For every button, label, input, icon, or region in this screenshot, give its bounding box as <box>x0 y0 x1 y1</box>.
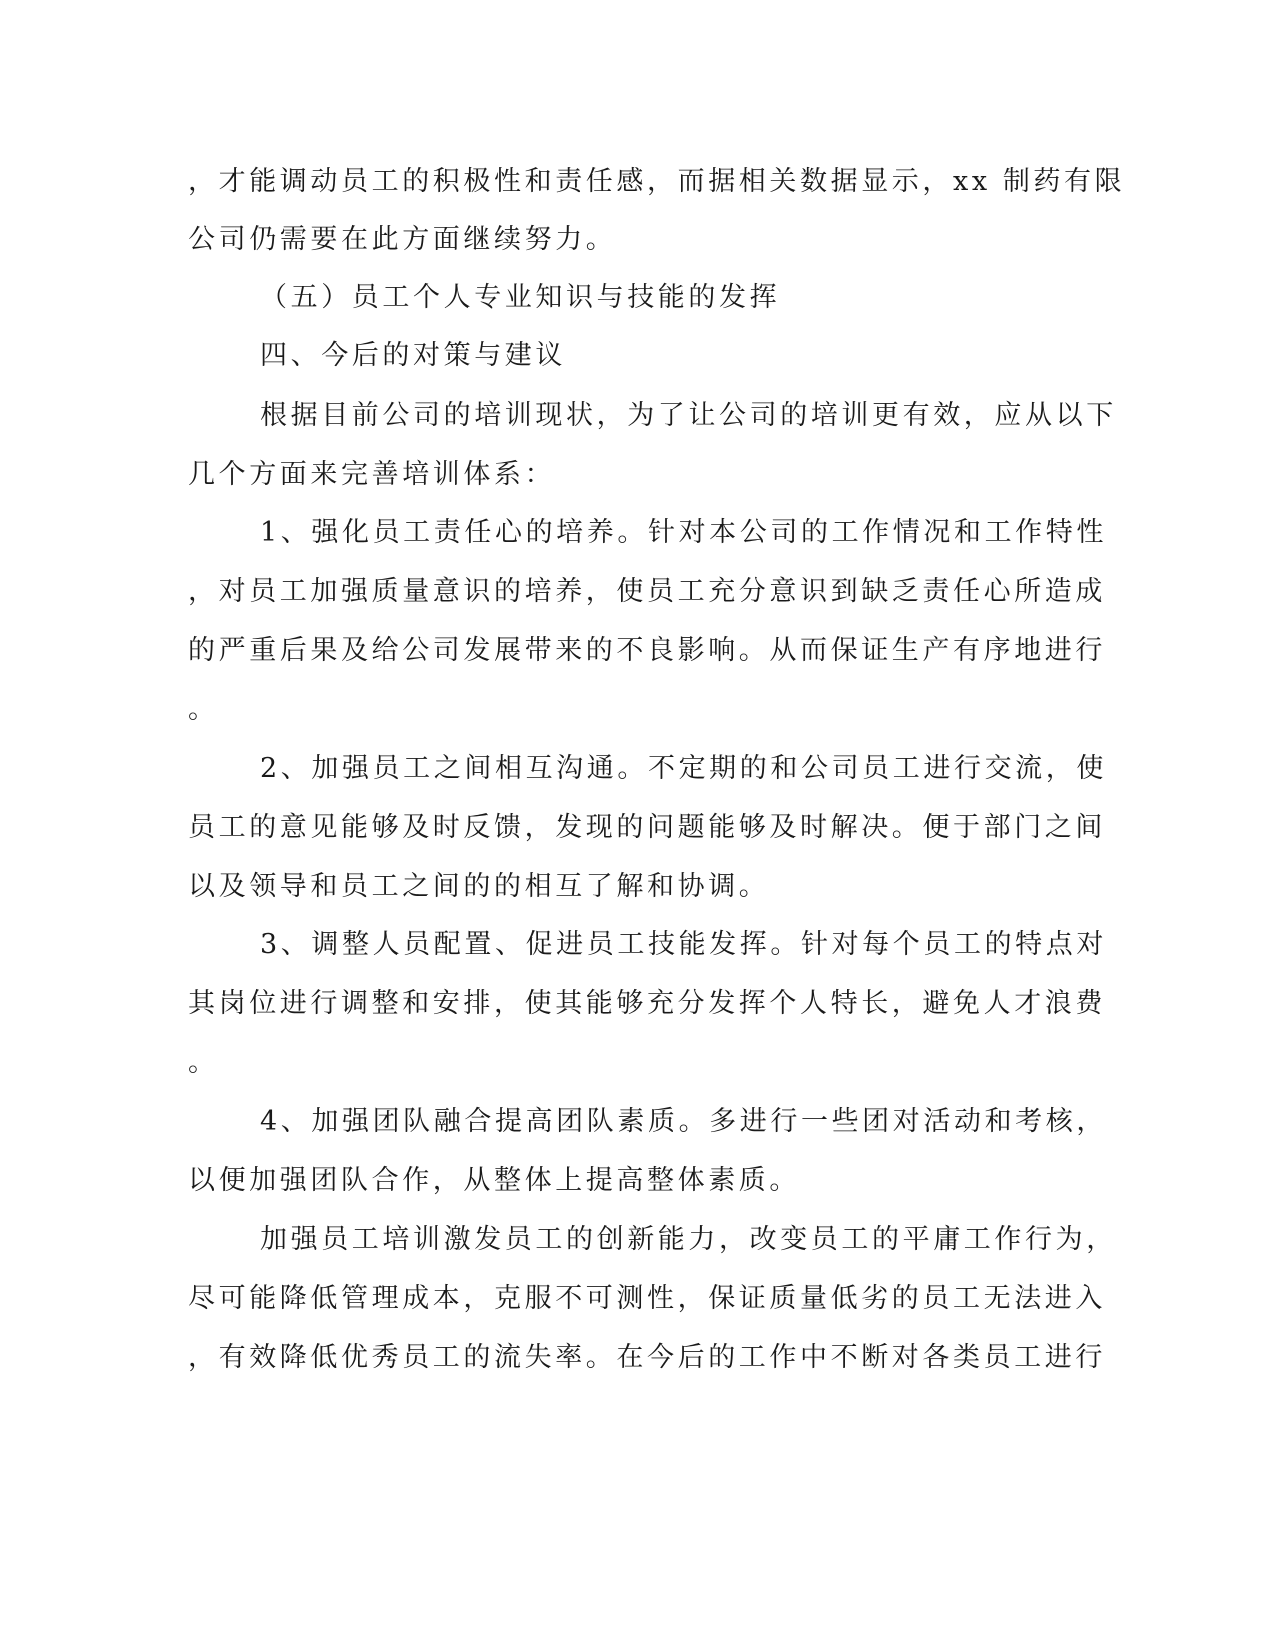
item-1-line-2: ，对员工加强质量意识的培养，使员工充分意识到缺乏责任心所造成 <box>188 576 1106 607</box>
paragraph-line-2: 公司仍需要在此方面继续努力。 <box>188 224 617 255</box>
item-3-line-1: 3、调整人员配置、促进员工技能发挥。针对每个员工的特点对 <box>260 929 1107 960</box>
closing-line-1: 加强员工培训激发员工的创新能力，改变员工的平庸工作行为， <box>260 1224 1117 1255</box>
subsection-heading-5: （五）员工个人专业知识与技能的发挥 <box>260 282 781 313</box>
item-2-line-3: 以及领导和员工之间的的相互了解和协调。 <box>188 871 770 902</box>
item-4-line-1: 4、加强团队融合提高团队素质。多进行一些团对活动和考核， <box>260 1106 1107 1137</box>
item-2-line-2: 员工的意见能够及时反馈，发现的问题能够及时解决。便于部门之间 <box>188 812 1106 843</box>
section-heading-4: 四、今后的对策与建议 <box>260 340 566 371</box>
item-1-line-3: 的严重后果及给公司发展带来的不良影响。从而保证生产有序地进行 <box>188 635 1106 666</box>
closing-line-2: 尽可能降低管理成本，克服不可测性，保证质量低劣的员工无法进入 <box>188 1283 1106 1314</box>
item-4-line-2: 以便加强团队合作，从整体上提高整体素质。 <box>188 1165 800 1196</box>
item-3-line-3: 。 <box>188 1047 219 1078</box>
item-1-line-1: 1、强化员工责任心的培养。针对本公司的工作情况和工作特性 <box>260 517 1107 548</box>
paragraph-line-intro-1: 根据目前公司的培训现状，为了让公司的培训更有效，应从以下 <box>260 400 1117 431</box>
item-3-line-2: 其岗位进行调整和安排，使其能够充分发挥个人特长，避免人才浪费 <box>188 988 1106 1019</box>
paragraph-line-1: ，才能调动员工的积极性和责任感，而据相关数据显示，xx 制药有限 <box>188 166 1126 197</box>
closing-line-3: ，有效降低优秀员工的流失率。在今后的工作中不断对各类员工进行 <box>188 1342 1106 1373</box>
item-1-line-4: 。 <box>188 694 219 725</box>
paragraph-line-intro-2: 几个方面来完善培训体系： <box>188 459 556 490</box>
item-2-line-1: 2、加强员工之间相互沟通。不定期的和公司员工进行交流，使 <box>260 753 1107 784</box>
